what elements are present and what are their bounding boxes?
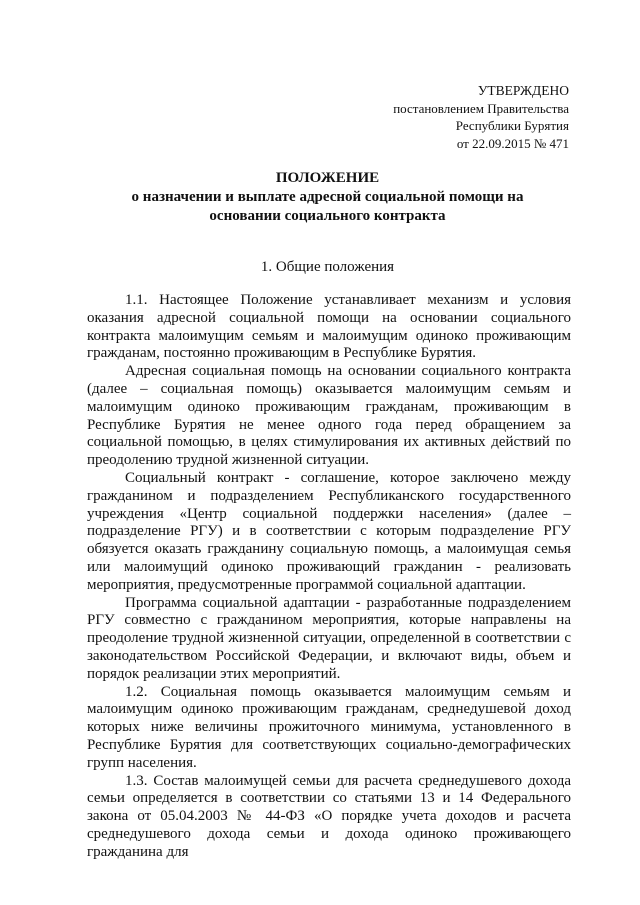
paragraph-1-2: 1.2. Социальная помощь оказывается малоимущим семьям и малоимущим одиноко проживающим гражданам, среднедушевой доход которых ниже величины прожиточного минимума, установленного в Республике Бурятия для соответствующих социально-демографических групп населения. (87, 683, 571, 771)
document-subtitle-line-2: основании социального контракта (209, 208, 446, 224)
document-body (87, 292, 571, 862)
document-subtitle-line-1: о назначении и выплате адресной социальной помощи на (131, 189, 524, 205)
document-title-block (80, 169, 575, 226)
approval-line-republic: Республики Бурятия (455, 118, 569, 133)
paragraph-1-1: 1.1. Настоящее Положение устанавливает механизм и условия оказания адресной социальной помощи на основании социального контракта малоимущим семьям и малоимущим одиноко проживающим гражданам, постоянно проживающим в Республике Бурятия. (87, 292, 571, 362)
paragraph-1-3: 1.3. Состав малоимущей семьи для расчета среднедушевого дохода семьи определяется в соответствии со статьями 13 и 14 Федерального закона от 05.04.2003 № 44-ФЗ «О порядке учета доходов и расчета среднедушевого дохода семьи и дохода одиноко проживающего гражданина для (87, 772, 571, 860)
paragraph-adaptation-program: Программа социальной адаптации - разработанные подразделением РГУ совместно с гражданином мероприятия, которые направлены на преодоление трудной жизненной ситуации, определенной в соответствии с законодательством Российской Федерации, и включают виды, объем и порядок реализации этих мероприятий. (87, 594, 571, 682)
section-heading: 1. Общие положения (260, 259, 395, 275)
approval-stamp-block (393, 82, 569, 152)
paragraph-social-assistance: Адресная социальная помощь на основании социального контракта (далее – социальная помощь) оказывается малоимущим семьям и малоимущим одиноко проживающим гражданам, проживающим в Республике Бурятия не менее одного года перед обращением за социальной помощью, в целях стимулирования их активных действий по преодолению трудной жизненной ситуации. (87, 363, 571, 469)
approval-stamp: УТВЕРЖДЕНО (477, 83, 569, 98)
approval-line-resolution: постановлением Правительства (393, 100, 569, 116)
approval-line-date-number: от 22.09.2015 № 471 (456, 135, 569, 151)
paragraph-social-contract: Социальный контракт - соглашение, которое заключено между гражданином и подразделением Республиканского государственного учреждения «Центр социальной поддержки населения» (далее – подразделение РГУ) и в соответствии с которым подразделение РГУ обязуется оказать гражданину социальную помощь, а малоимущая семья или малоимущий одиноко проживающий гражданин - реализовать мероприятия, предусмотренные программой социальной адаптации. (87, 469, 571, 593)
document-title: ПОЛОЖЕНИЕ (275, 170, 380, 186)
